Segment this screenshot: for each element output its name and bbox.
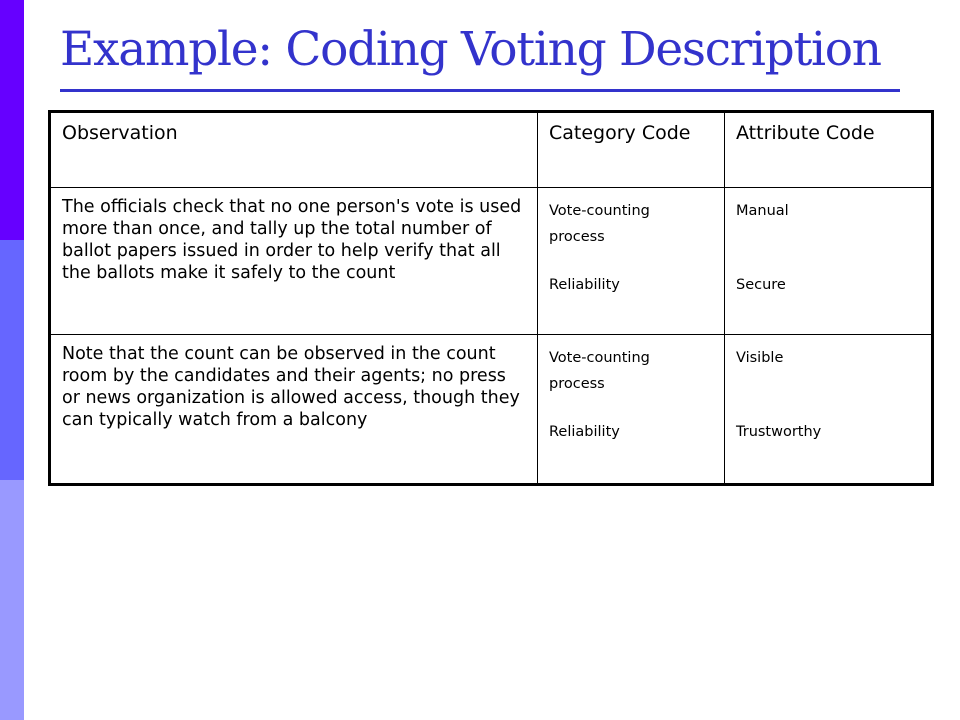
code-spacer <box>736 250 921 272</box>
code-spacer <box>549 250 714 272</box>
category-code-primary: Vote-counting <box>549 350 650 366</box>
coding-table <box>48 110 934 486</box>
category-code-secondary: process <box>549 376 605 392</box>
attribute-code-cell <box>725 335 933 485</box>
category-code-cell <box>538 188 725 335</box>
slide-title: Example: Coding Voting Description <box>60 22 881 77</box>
observation-cell: Note that the count can be observed in the count room by the candidates and their agents; no press or news organization is allowed access, though they can typically watch from a balcony <box>50 335 538 485</box>
table-header-row <box>50 112 933 188</box>
attribute-code-primary: Visible <box>736 350 784 366</box>
title-underline <box>60 89 900 92</box>
table-row <box>50 335 933 485</box>
attribute-code-primary: Manual <box>736 203 789 219</box>
category-code-tertiary: Reliability <box>549 424 620 440</box>
code-spacer <box>736 397 921 419</box>
side-bar-top <box>0 0 24 240</box>
attribute-code-secondary: Secure <box>736 277 786 293</box>
attribute-code-secondary: Trustworthy <box>736 424 822 440</box>
code-spacer <box>736 371 921 397</box>
side-bar-bottom <box>0 480 24 720</box>
observation-cell: The officials check that no one person's vote is used more than once, and tally up the total number of ballot papers issued in order to help verify that all the ballots make it safely to the count <box>50 188 538 335</box>
category-code-primary: Vote-counting <box>549 203 650 219</box>
header-observation: Observation <box>50 112 538 188</box>
table-row <box>50 188 933 335</box>
category-code-cell <box>538 335 725 485</box>
header-attribute-code: Attribute Code <box>725 112 933 188</box>
side-bar-middle <box>0 240 24 480</box>
attribute-code-cell <box>725 188 933 335</box>
category-code-tertiary: Reliability <box>549 277 620 293</box>
category-code-secondary: process <box>549 229 605 245</box>
header-category-code: Category Code <box>538 112 725 188</box>
code-spacer <box>736 224 921 250</box>
code-spacer <box>549 397 714 419</box>
